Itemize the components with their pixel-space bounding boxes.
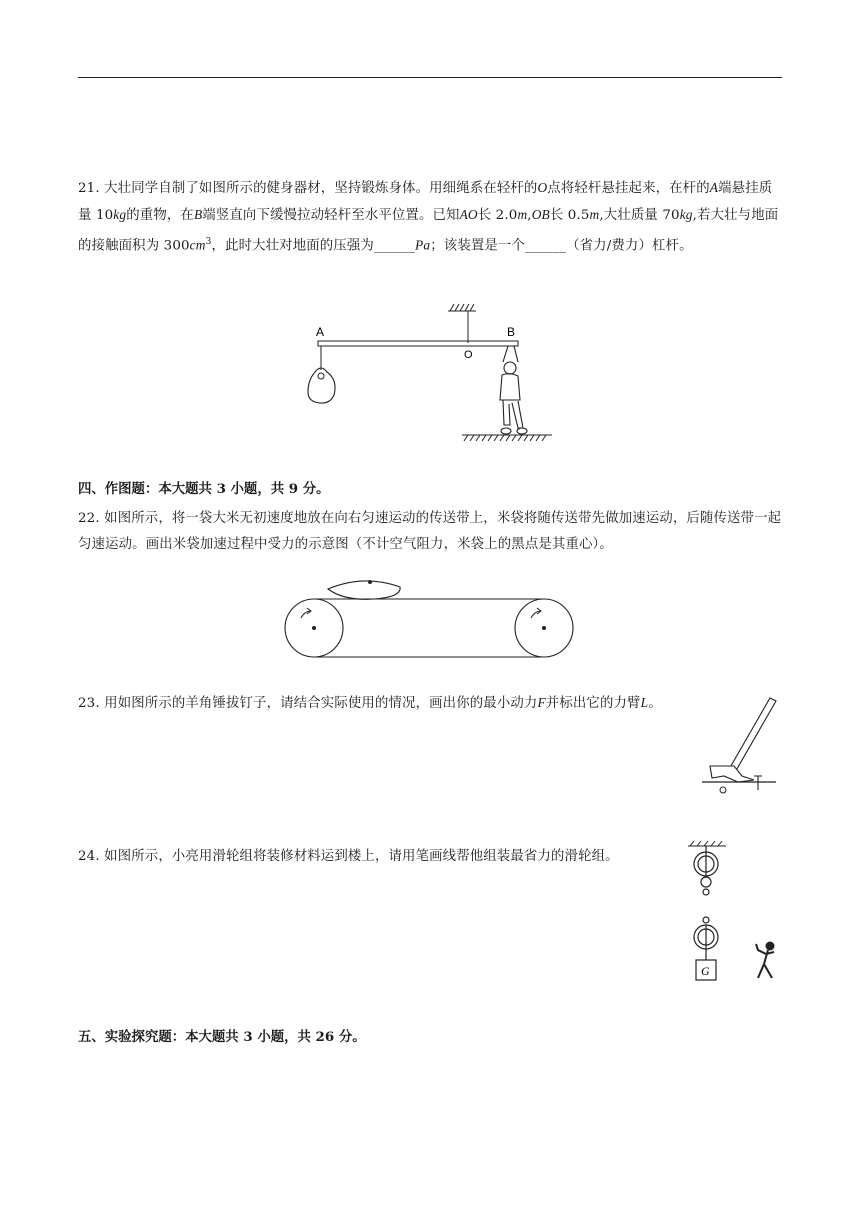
question-24-text: 24. 如图所示，小亮用滑轮组将装修材料运到楼上，请用笔画线帮他组装最省力的滑轮组。 [78, 849, 619, 864]
claw-hammer-figure [698, 694, 782, 798]
ground [462, 435, 552, 441]
ceiling-support [448, 304, 476, 311]
section-4-heading: 四、作图题：本大题共 3 小题，共 9 分。 [78, 481, 330, 497]
section-5-heading: 五、实验探究题：本大题共 3 小题，共 26 分。 [78, 1029, 366, 1045]
fulcrum-mark [720, 787, 726, 793]
lever-figure [300, 300, 560, 448]
pulley-system-figure [684, 840, 784, 986]
person-figure [756, 943, 774, 979]
rice-bag [328, 581, 400, 599]
label-A: A [316, 325, 325, 339]
label-B: B [507, 325, 516, 339]
lever-rod [318, 341, 518, 346]
header-rule [78, 77, 782, 78]
label-O: O [736, 794, 737, 795]
question-23-text: 23. 用如图所示的羊角锤拔钉子，请结合实际使用的情况，画出你的最小动力F并标出它的力臂L。 [78, 695, 662, 711]
conveyor-belt-figure [284, 572, 576, 662]
question-21-text: 21. 大壮同学自制了如图所示的健身器材，坚持锻炼身体。用细绳系在轻杆的O点将轻杆悬挂起来，在杆的A端悬挂质量 10kg的重物，在B端竖直向下缓慢拉动轻杆至水平位置。已知AO长 2.0m,OB长 0.5m,大壮质量 70kg,若大壮与地面的接触面积为 $300cm^3$，此时大壮对地面的压强为______Pa；该装置是一个______（省力/费力）杠杆。 [78, 180, 779, 254]
nail [754, 776, 762, 790]
rice-bag-center [368, 580, 372, 584]
movable-pulley [694, 917, 718, 960]
person-pulling [500, 346, 527, 434]
ceiling-mount [688, 841, 726, 846]
question-22-text: 22. 如图所示，将一袋大米无初速度地放在向右匀速运动的传送带上，米袋将随传送带先做加速运动，后随传送带一起匀速运动。画出米袋加速过程中受力的示意图（不计空气阻力，米袋上的黑点是其重心）。 [78, 511, 782, 552]
label-O: O [464, 349, 473, 361]
load-label-G: G [701, 964, 710, 978]
hammer-handle [728, 698, 776, 774]
fixed-pulley [694, 846, 718, 895]
hammer-head [710, 766, 754, 782]
